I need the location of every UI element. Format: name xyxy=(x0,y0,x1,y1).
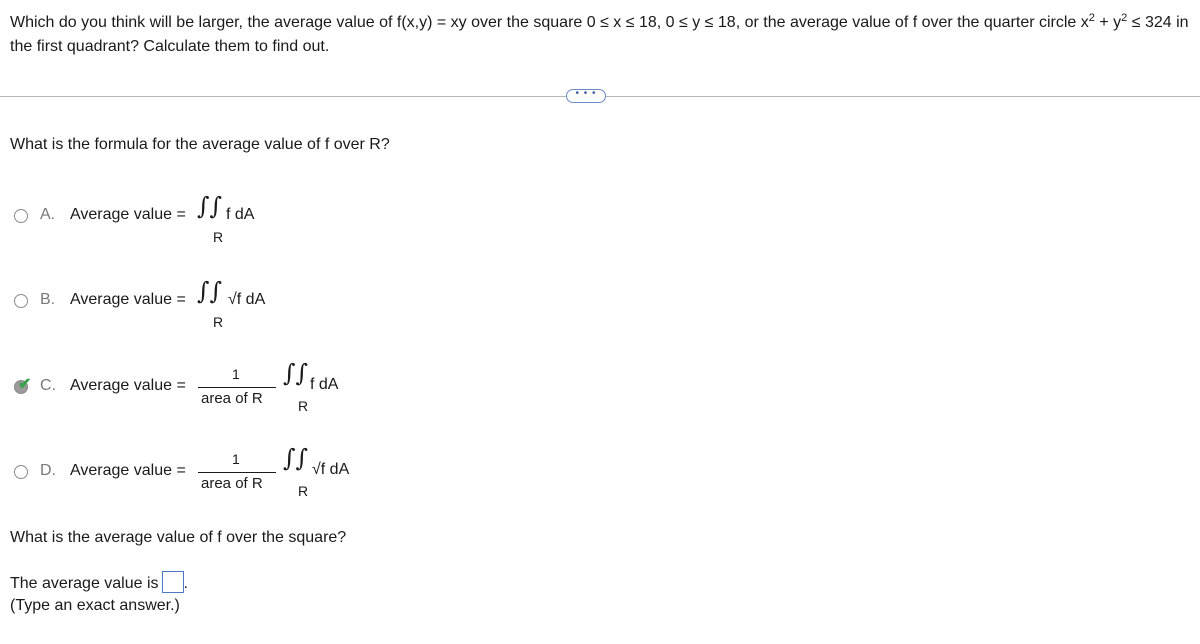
option-label: Average value = xyxy=(70,206,186,223)
integrand: f dA xyxy=(226,206,255,223)
double-integral-icon: ∫∫ xyxy=(283,359,309,387)
answer-line xyxy=(10,571,188,593)
region-label: R xyxy=(298,483,309,499)
integrand: √f dA xyxy=(228,291,266,308)
region-label: R xyxy=(213,229,224,245)
fraction-denominator: area of R xyxy=(201,475,263,492)
radio-button[interactable] xyxy=(14,294,28,308)
integrand: √f dA xyxy=(312,461,350,478)
option-letter: A. xyxy=(40,206,56,223)
option-label: Average value = xyxy=(70,462,186,479)
answer-prefix: The average value is xyxy=(10,575,159,592)
fraction-bar xyxy=(198,472,276,473)
subquestion-formula: What is the formula for the average value of f over R? xyxy=(10,136,390,153)
option-letter: D. xyxy=(40,462,56,479)
subquestion-square: What is the average value of f over the square? xyxy=(10,529,347,546)
option-label: Average value = xyxy=(70,377,186,394)
region-label: R xyxy=(213,314,224,330)
option-letter: B. xyxy=(40,291,56,308)
integrand: f dA xyxy=(310,376,339,393)
question-text xyxy=(10,11,1195,59)
double-integral-icon: ∫∫ xyxy=(197,277,223,305)
double-integral-icon: ∫∫ xyxy=(197,192,223,220)
exponent: 2 xyxy=(1088,12,1095,24)
exponent: 2 xyxy=(1121,12,1128,24)
question-part-1: Which do you think will be larger, the average value of f(x,y) = xy over the square 0 ≤ x ≤ 18, 0 ≤ y ≤ 18, or the average value of f over the quarter circle x xyxy=(10,14,1089,31)
question-part-2: + y xyxy=(1094,14,1122,31)
answer-input[interactable] xyxy=(162,571,184,593)
radio-button[interactable] xyxy=(14,465,28,479)
option-label: Average value = xyxy=(70,291,186,308)
radio-button[interactable] xyxy=(14,209,28,223)
double-integral-icon: ∫∫ xyxy=(283,444,309,472)
ellipsis-icon: • • • xyxy=(575,88,597,99)
fraction-numerator: 1 xyxy=(232,451,240,467)
answer-hint: (Type an exact answer.) xyxy=(10,597,180,614)
region-label: R xyxy=(298,398,309,414)
question-part-3: ≤ 324 in the first quadrant? Calculate them to find out. xyxy=(10,14,1189,55)
option-letter: C. xyxy=(40,377,56,394)
fraction-denominator: area of R xyxy=(201,390,263,407)
fraction-numerator: 1 xyxy=(232,366,240,382)
answer-suffix: . xyxy=(183,575,188,592)
fraction-bar xyxy=(198,387,276,388)
more-options-button[interactable] xyxy=(566,89,606,103)
checkmark-icon: ✔ xyxy=(18,376,32,393)
